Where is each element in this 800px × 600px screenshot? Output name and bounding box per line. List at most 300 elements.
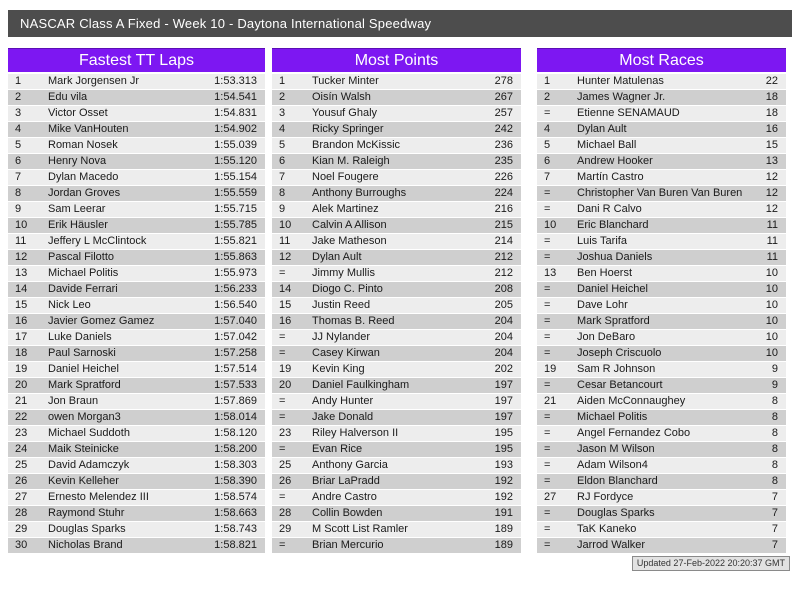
rank-cell: 29 <box>15 523 28 535</box>
rank-cell: 28 <box>15 507 28 519</box>
value-cell: 193 <box>494 459 513 471</box>
driver-name-cell: Eldon Blanchard <box>577 475 658 487</box>
driver-name-cell: Etienne SENAMAUD <box>577 107 680 119</box>
driver-name-cell: Jeffery L McClintock <box>48 235 147 247</box>
driver-name-cell: Noel Fougere <box>312 171 379 183</box>
table-row <box>8 74 265 90</box>
table-row <box>272 154 521 170</box>
driver-name-cell: David Adamczyk <box>48 459 130 471</box>
table-row <box>272 250 521 266</box>
rank-cell: = <box>544 523 551 535</box>
value-cell: 1:58.120 <box>214 427 257 439</box>
table-row <box>8 250 265 266</box>
rank-cell: 19 <box>15 363 28 375</box>
rank-cell: 22 <box>15 411 28 423</box>
value-cell: 8 <box>771 427 778 439</box>
table-row <box>537 106 786 122</box>
rank-cell: 26 <box>15 475 28 487</box>
rank-cell: 2 <box>15 91 22 103</box>
rank-cell: 26 <box>279 475 292 487</box>
rank-cell: 20 <box>279 379 292 391</box>
table-row <box>8 170 265 186</box>
table-row <box>537 298 786 314</box>
rank-cell: 10 <box>279 219 292 231</box>
rank-cell: 4 <box>279 123 286 135</box>
value-cell: 1:55.120 <box>214 155 257 167</box>
table-row <box>8 442 265 458</box>
driver-name-cell: Yousuf Ghaly <box>312 107 378 119</box>
rank-cell: 4 <box>544 123 551 135</box>
value-cell: 12 <box>765 171 778 183</box>
driver-name-cell: Brandon McKissic <box>312 139 401 151</box>
value-cell: 1:55.154 <box>214 171 257 183</box>
rank-cell: 25 <box>279 459 292 471</box>
driver-name-cell: Raymond Stuhr <box>48 507 125 519</box>
rank-cell: = <box>544 539 551 551</box>
table-row <box>537 90 786 106</box>
table-row <box>537 74 786 90</box>
table-row <box>8 106 265 122</box>
rank-cell: = <box>544 379 551 391</box>
value-cell: 215 <box>494 219 513 231</box>
value-cell: 7 <box>771 507 778 519</box>
table-row <box>537 442 786 458</box>
table-row <box>272 410 521 426</box>
value-cell: 214 <box>494 235 513 247</box>
table-row <box>537 362 786 378</box>
rank-cell: 9 <box>15 203 22 215</box>
value-cell: 1:55.715 <box>214 203 257 215</box>
rank-cell: 7 <box>279 171 286 183</box>
table-row <box>272 282 521 298</box>
table-row <box>272 506 521 522</box>
rank-cell: 28 <box>279 507 292 519</box>
table-row <box>8 538 265 554</box>
driver-name-cell: RJ Fordyce <box>577 491 634 503</box>
value-cell: 195 <box>494 427 513 439</box>
driver-name-cell: Mark Jorgensen Jr <box>48 75 140 87</box>
driver-name-cell: M Scott List Ramler <box>312 523 408 535</box>
table-row <box>8 154 265 170</box>
rank-cell: = <box>279 267 286 279</box>
value-cell: 197 <box>494 379 513 391</box>
driver-name-cell: Daniel Heichel <box>577 283 648 295</box>
rank-cell: 12 <box>15 251 28 263</box>
table-row <box>537 154 786 170</box>
driver-name-cell: Evan Rice <box>312 443 363 455</box>
rank-cell: 13 <box>15 267 28 279</box>
table-row <box>537 426 786 442</box>
rank-cell: 21 <box>15 395 28 407</box>
table-row <box>272 426 521 442</box>
value-cell: 18 <box>765 107 778 119</box>
driver-name-cell: Kian M. Raleigh <box>312 155 390 167</box>
table-title-fastest-tt-laps: Fastest TT Laps <box>8 48 265 72</box>
value-cell: 208 <box>494 283 513 295</box>
table-row <box>8 202 265 218</box>
driver-name-cell: Mark Spratford <box>577 315 650 327</box>
value-cell: 7 <box>771 539 778 551</box>
driver-name-cell: Anthony Burroughs <box>312 187 407 199</box>
driver-name-cell: Eric Blanchard <box>577 219 649 231</box>
value-cell: 216 <box>494 203 513 215</box>
table-row <box>8 186 265 202</box>
fastest-tt-laps-table <box>8 48 265 554</box>
driver-name-cell: Victor Osset <box>48 107 108 119</box>
rank-cell: 1 <box>279 75 286 87</box>
rank-cell: 5 <box>279 139 286 151</box>
value-cell: 13 <box>765 155 778 167</box>
driver-name-cell: Ricky Springer <box>312 123 384 135</box>
driver-name-cell: Riley Halverson II <box>312 427 399 439</box>
rank-cell: = <box>544 299 551 311</box>
driver-name-cell: Andy Hunter <box>312 395 374 407</box>
table-row <box>8 90 265 106</box>
value-cell: 1:54.831 <box>214 107 257 119</box>
table-row <box>8 330 265 346</box>
table-row <box>537 506 786 522</box>
rank-cell: 11 <box>15 235 27 247</box>
driver-name-cell: Joseph Criscuolo <box>577 347 662 359</box>
value-cell: 12 <box>765 203 778 215</box>
value-cell: 1:53.313 <box>214 75 257 87</box>
driver-name-cell: JJ Nylander <box>312 331 371 343</box>
table-row <box>272 202 521 218</box>
rank-cell: 4 <box>15 123 22 135</box>
rank-cell: = <box>544 251 551 263</box>
driver-name-cell: Cesar Betancourt <box>577 379 663 391</box>
value-cell: 18 <box>765 91 778 103</box>
rank-cell: 23 <box>279 427 292 439</box>
driver-name-cell: Erik Häusler <box>48 219 108 231</box>
driver-name-cell: Douglas Sparks <box>577 507 655 519</box>
driver-name-cell: Mike VanHouten <box>48 123 129 135</box>
driver-name-cell: Aiden McConnaughey <box>577 395 686 407</box>
driver-name-cell: Jake Donald <box>312 411 374 423</box>
driver-name-cell: Jarrod Walker <box>577 539 646 551</box>
rank-cell: 6 <box>279 155 286 167</box>
driver-name-cell: Nicholas Brand <box>48 539 123 551</box>
driver-name-cell: Tucker Minter <box>312 75 379 87</box>
table-row <box>8 474 265 490</box>
driver-name-cell: Dylan Macedo <box>48 171 119 183</box>
table-row <box>272 314 521 330</box>
table-row <box>272 362 521 378</box>
value-cell: 1:55.863 <box>214 251 257 263</box>
rank-cell: 8 <box>15 187 22 199</box>
value-cell: 197 <box>494 411 513 423</box>
driver-name-cell: Douglas Sparks <box>48 523 126 535</box>
driver-name-cell: Joshua Daniels <box>577 251 653 263</box>
value-cell: 11 <box>766 219 778 231</box>
rank-cell: 19 <box>544 363 557 375</box>
value-cell: 9 <box>771 363 778 375</box>
driver-name-cell: Sam R Johnson <box>577 363 656 375</box>
table-row <box>272 234 521 250</box>
table-row <box>537 538 786 554</box>
value-cell: 8 <box>771 475 778 487</box>
table-body <box>8 74 265 554</box>
value-cell: 1:58.390 <box>214 475 257 487</box>
rank-cell: 13 <box>544 267 557 279</box>
value-cell: 189 <box>494 539 513 551</box>
rank-cell: = <box>544 459 551 471</box>
value-cell: 278 <box>494 75 513 87</box>
value-cell: 197 <box>494 395 513 407</box>
table-row <box>272 90 521 106</box>
driver-name-cell: Angel Fernandez Cobo <box>577 427 691 439</box>
driver-name-cell: Martín Castro <box>577 171 644 183</box>
window-title-bar <box>8 10 792 37</box>
rank-cell: 6 <box>544 155 551 167</box>
value-cell: 192 <box>494 491 513 503</box>
table-row <box>272 394 521 410</box>
table-row <box>537 266 786 282</box>
driver-name-cell: Ernesto Melendez III <box>48 491 149 503</box>
table-row <box>537 122 786 138</box>
table-row <box>272 538 521 554</box>
driver-name-cell: Briar LaPradd <box>312 475 380 487</box>
rank-cell: = <box>279 395 286 407</box>
table-row <box>272 106 521 122</box>
rank-cell: = <box>544 107 551 119</box>
value-cell: 7 <box>771 523 778 535</box>
value-cell: 1:57.869 <box>214 395 257 407</box>
driver-name-cell: Dani R Calvo <box>577 203 642 215</box>
table-row <box>8 282 265 298</box>
table-body <box>272 74 521 554</box>
rank-cell: 12 <box>279 251 292 263</box>
driver-name-cell: Brian Mercurio <box>312 539 384 551</box>
value-cell: 1:55.973 <box>214 267 257 279</box>
value-cell: 12 <box>765 187 778 199</box>
rank-cell: 24 <box>15 443 28 455</box>
driver-name-cell: Kevin Kelleher <box>48 475 119 487</box>
table-row <box>537 170 786 186</box>
rank-cell: = <box>544 427 551 439</box>
table-row <box>537 250 786 266</box>
most-races-table <box>537 48 786 554</box>
rank-cell: = <box>544 235 551 247</box>
table-row <box>272 330 521 346</box>
table-row <box>272 170 521 186</box>
driver-name-cell: Maik Steinicke <box>48 443 119 455</box>
value-cell: 1:58.821 <box>214 539 257 551</box>
table-row <box>8 410 265 426</box>
table-row <box>8 314 265 330</box>
table-row <box>8 522 265 538</box>
table-title-most-points: Most Points <box>272 48 521 72</box>
value-cell: 212 <box>494 267 513 279</box>
table-row <box>272 266 521 282</box>
table-row <box>537 522 786 538</box>
driver-name-cell: Kevin King <box>312 363 365 375</box>
driver-name-cell: Daniel Faulkingham <box>312 379 410 391</box>
value-cell: 1:57.040 <box>214 315 257 327</box>
value-cell: 257 <box>494 107 513 119</box>
driver-name-cell: Roman Nosek <box>48 139 118 151</box>
rank-cell: 18 <box>15 347 28 359</box>
value-cell: 1:54.541 <box>214 91 257 103</box>
driver-name-cell: Calvin A Allison <box>312 219 387 231</box>
value-cell: 8 <box>771 459 778 471</box>
table-row <box>537 314 786 330</box>
rank-cell: 19 <box>279 363 292 375</box>
value-cell: 10 <box>765 267 778 279</box>
driver-name-cell: Adam Wilson4 <box>577 459 648 471</box>
driver-name-cell: Michael Suddoth <box>48 427 130 439</box>
value-cell: 8 <box>771 395 778 407</box>
table-row <box>8 266 265 282</box>
rank-cell: 14 <box>15 283 28 295</box>
value-cell: 204 <box>494 347 513 359</box>
table-row <box>8 490 265 506</box>
value-cell: 1:57.533 <box>214 379 257 391</box>
table-row <box>8 346 265 362</box>
table-row <box>272 522 521 538</box>
value-cell: 1:58.014 <box>214 411 257 423</box>
value-cell: 1:58.663 <box>214 507 257 519</box>
driver-name-cell: Andre Castro <box>312 491 377 503</box>
table-row <box>8 298 265 314</box>
page-title: NASCAR Class A Fixed - Week 10 - Daytona International Speedway <box>20 16 432 31</box>
value-cell: 1:58.200 <box>214 443 257 455</box>
table-row <box>8 458 265 474</box>
driver-name-cell: Henry Nova <box>48 155 107 167</box>
rank-cell: = <box>544 443 551 455</box>
rank-cell: 7 <box>15 171 22 183</box>
rank-cell: 10 <box>544 219 557 231</box>
rank-cell: 21 <box>544 395 557 407</box>
rank-cell: 16 <box>279 315 292 327</box>
value-cell: 1:58.743 <box>214 523 257 535</box>
value-cell: 1:55.785 <box>214 219 257 231</box>
driver-name-cell: Jason M Wilson <box>577 443 655 455</box>
rank-cell: = <box>544 507 551 519</box>
driver-name-cell: Dylan Ault <box>577 123 627 135</box>
rank-cell: = <box>544 411 551 423</box>
driver-name-cell: Hunter Matulenas <box>577 75 664 87</box>
rank-cell: = <box>544 187 551 199</box>
rank-cell: = <box>544 283 551 295</box>
value-cell: 235 <box>494 155 513 167</box>
driver-name-cell: Luke Daniels <box>48 331 112 343</box>
value-cell: 226 <box>494 171 513 183</box>
table-row <box>537 394 786 410</box>
value-cell: 9 <box>771 379 778 391</box>
driver-name-cell: Sam Leerar <box>48 203 106 215</box>
table-row <box>272 458 521 474</box>
value-cell: 242 <box>494 123 513 135</box>
table-row <box>8 378 265 394</box>
driver-name-cell: Alek Martinez <box>312 203 379 215</box>
rank-cell: 30 <box>15 539 28 551</box>
rank-cell: = <box>279 491 286 503</box>
value-cell: 11 <box>766 235 778 247</box>
rank-cell: 3 <box>15 107 22 119</box>
table-row <box>537 330 786 346</box>
driver-name-cell: Jake Matheson <box>312 235 387 247</box>
rank-cell: 15 <box>279 299 292 311</box>
driver-name-cell: Paul Sarnoski <box>48 347 116 359</box>
rank-cell: 15 <box>15 299 28 311</box>
value-cell: 7 <box>771 491 778 503</box>
rank-cell: 5 <box>544 139 551 151</box>
table-row <box>537 410 786 426</box>
table-row <box>272 346 521 362</box>
rank-cell: = <box>279 331 286 343</box>
value-cell: 1:57.042 <box>214 331 257 343</box>
value-cell: 204 <box>494 331 513 343</box>
table-row <box>272 218 521 234</box>
driver-name-cell: Christopher Van Buren Van Buren <box>577 187 743 199</box>
driver-name-cell: Dave Lohr <box>577 299 628 311</box>
value-cell: 1:55.039 <box>214 139 257 151</box>
value-cell: 205 <box>494 299 513 311</box>
driver-name-cell: Jon Braun <box>48 395 99 407</box>
table-row <box>272 74 521 90</box>
value-cell: 16 <box>765 123 778 135</box>
value-cell: 1:54.902 <box>214 123 257 135</box>
driver-name-cell: Jon DeBaro <box>577 331 636 343</box>
value-cell: 11 <box>766 251 778 263</box>
table-body <box>537 74 786 554</box>
most-points-table <box>272 48 521 554</box>
rank-cell: = <box>544 331 551 343</box>
table-row <box>537 186 786 202</box>
rank-cell: 3 <box>279 107 286 119</box>
value-cell: 1:58.574 <box>214 491 257 503</box>
table-row <box>537 218 786 234</box>
table-row <box>537 138 786 154</box>
table-row <box>8 138 265 154</box>
value-cell: 1:56.540 <box>214 299 257 311</box>
value-cell: 8 <box>771 443 778 455</box>
table-row <box>272 442 521 458</box>
table-row <box>537 282 786 298</box>
rank-cell: = <box>279 443 286 455</box>
rank-cell: = <box>544 315 551 327</box>
value-cell: 204 <box>494 315 513 327</box>
rank-cell: 25 <box>15 459 28 471</box>
table-row <box>8 122 265 138</box>
table-row <box>537 474 786 490</box>
driver-name-cell: Justin Reed <box>312 299 371 311</box>
driver-name-cell: Davide Ferrari <box>48 283 118 295</box>
rank-cell: = <box>279 347 286 359</box>
rank-cell: 17 <box>15 331 28 343</box>
rank-cell: 27 <box>544 491 557 503</box>
table-row <box>272 378 521 394</box>
rank-cell: = <box>544 475 551 487</box>
rank-cell: 14 <box>279 283 292 295</box>
driver-name-cell: Jimmy Mullis <box>312 267 375 279</box>
driver-name-cell: Collin Bowden <box>312 507 383 519</box>
table-row <box>537 458 786 474</box>
driver-name-cell: Diogo C. Pinto <box>312 283 383 295</box>
value-cell: 22 <box>765 75 778 87</box>
rank-cell: 23 <box>15 427 28 439</box>
driver-name-cell: Pascal Filotto <box>48 251 115 263</box>
table-row <box>8 426 265 442</box>
value-cell: 212 <box>494 251 513 263</box>
driver-name-cell: Thomas B. Reed <box>312 315 395 327</box>
rank-cell: 1 <box>544 75 551 87</box>
rank-cell: 29 <box>279 523 292 535</box>
driver-name-cell: Edu vila <box>48 91 88 103</box>
driver-name-cell: Michael Ball <box>577 139 637 151</box>
value-cell: 1:56.233 <box>214 283 257 295</box>
